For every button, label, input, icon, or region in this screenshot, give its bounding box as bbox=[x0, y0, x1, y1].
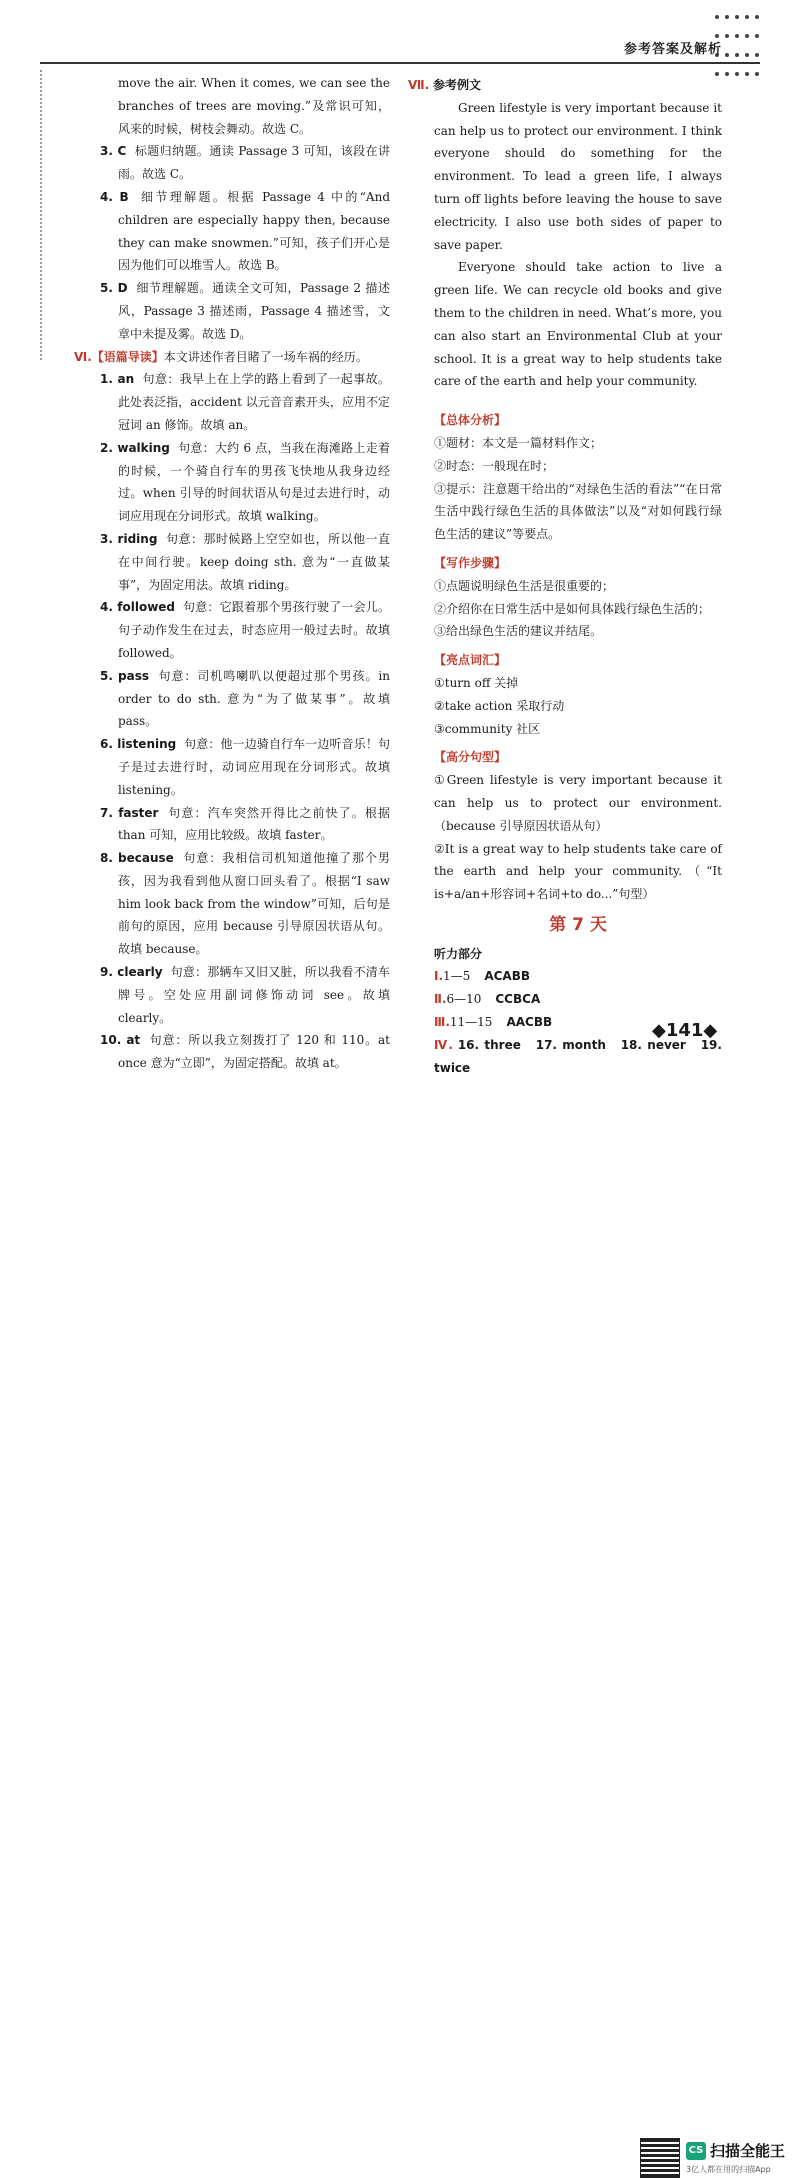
answer-item: 5. D 细节理解题。通读全文可知，Passage 2 描述风，Passage 3 描述雨，Passage 4 描述雪，文章中未提及雾。故选 D。 bbox=[100, 281, 390, 341]
listening-answer-row: Ⅲ.11—15 AACBB bbox=[434, 1015, 553, 1030]
analysis-heading: 【总体分析】 bbox=[434, 413, 507, 428]
answer-item: 4. B 细节理解题。根据 Passage 4 中的“And children are especially happy then, because they can make snowmen.”可知，孩子们开心是因为他们可以堆雪人。故选 B。 bbox=[100, 189, 391, 273]
vocab-line: ②take action 采取行动 bbox=[434, 698, 565, 713]
answer-item: 6. listening 句意：他一边骑自行车一边听音乐！句子是过去进行时，动词应用现在分词形式。故填 listening。 bbox=[100, 737, 390, 797]
scanner-footer bbox=[0, 1062, 800, 2174]
steps-heading: 【写作步骤】 bbox=[434, 555, 507, 570]
answer-item: 9. clearly 句意：那辆车又旧又脏，所以我看不清车牌号。空处应用副词修饰动词 see。故填 clearly。 bbox=[100, 965, 390, 1025]
answer-item: 3. riding 句意：那时候路上空空如也，所以他一直在中间行驶。keep doing sth. 意为“一直做某事”，为固定用法。故填 riding。 bbox=[100, 531, 390, 592]
qr-code-icon bbox=[640, 2138, 680, 2178]
answer-item: 4. followed 句意：它跟着那个男孩行驶了一会儿。句子动作发生在过去，时态应用一般过去时。故填 followed。 bbox=[100, 600, 390, 660]
sentence-line: ①Green lifestyle is very important because it can help us to protect our environment.（because 引导原因状语从句） bbox=[434, 773, 722, 833]
day-title: 第 7 天 bbox=[549, 914, 607, 935]
brand-name: 扫描全能王 bbox=[710, 2142, 786, 2160]
answer-item: 10. at 句意：所以我立刻拨打了 120 和 110。at once 意为“立即”，为固定搭配。故填 at。 bbox=[100, 1033, 390, 1071]
listening-answer-row: Ⅱ.6—10 CCBCA bbox=[434, 992, 541, 1007]
essay-paragraph: Everyone should take action to live a green life. We can recycle old books and give them to the children in need. What’s more, you can also start an Environmental Club at your school. It is a great way to help students take care of the earth and help your community. bbox=[434, 260, 722, 389]
left-column bbox=[74, 72, 391, 1075]
steps-line: ②介绍你在日常生活中是如何具体践行绿色生活的； bbox=[434, 601, 711, 616]
analysis-line: ②时态：一般现在时； bbox=[434, 458, 555, 473]
answer-item: 8. because 句意：我相信司机知道他撞了那个男孩，因为我看到他从窗口回头看了。根据“I saw him look back from the window”可知，后句是前句的原因，应用 because 引导原因状语从句。故填 because。 bbox=[100, 851, 390, 957]
steps-line: ③给出绿色生活的建议并结尾。 bbox=[434, 624, 603, 639]
steps-line: ①点题说明绿色生活是很重要的； bbox=[434, 578, 615, 593]
section-heading: Ⅶ. 参考例文 bbox=[408, 78, 482, 92]
answer-item: 1. an 句意：我早上在上学的路上看到了一起事故。此处表泛指，accident 以元音音素开头，应用不定冠词 an 修饰。故填 an。 bbox=[100, 372, 390, 432]
answer-item: 2. walking 句意：大约 6 点，当我在海滩路上走着的时候，一个骑自行车的男孩飞快地从我身边经过。when 引导的时间状语从句是过去进行时，动词应用现在分词形式。故填 walking。 bbox=[100, 440, 391, 524]
vocab-line: ①turn off 关掉 bbox=[434, 675, 519, 690]
vocab-line: ③community 社区 bbox=[434, 721, 541, 736]
listening-answer-row: Ⅰ.1—5 ACABB bbox=[434, 969, 530, 984]
analysis-line: ①题材：本文是一篇材料作文； bbox=[434, 435, 603, 450]
sentence-line: ②It is a great way to help students take care of the earth and help your community.（“It is+a/an+形容词+名词+to do...”句型） bbox=[434, 841, 722, 902]
analysis-line: ③提示：注意题干给出的“对绿色生活的看法”“在日常生活中践行绿色生活的具体做法”以及“对如何践行绿色生活的建议”等要点。 bbox=[434, 481, 722, 542]
camscanner-logo-icon: CS bbox=[686, 2142, 706, 2160]
answer-item: move the air. When it comes, we can see the branches of trees are moving.”及常识可知，风来的时候，树枝会舞动。故选 C。 bbox=[118, 76, 390, 136]
answer-item: 5. pass 句意：司机鸣喇叭以便超过那个男孩。in order to do sth. 意为“为了做某事”。故填 pass。 bbox=[100, 668, 390, 729]
listening-answer-row: Ⅳ. 16. three 17. month 18. never 19. twice bbox=[434, 1037, 722, 1075]
header-title: 参考答案及解析 bbox=[623, 42, 722, 57]
page-number: ◆141◆ bbox=[652, 1020, 718, 1041]
section-heading: Ⅵ.【语篇导读】本文讲述作者目睹了一场车祸的经历。 bbox=[74, 349, 368, 364]
vocab-heading: 【亮点词汇】 bbox=[434, 653, 507, 668]
binding-line bbox=[40, 70, 42, 360]
answer-item: 7. faster 句意：汽车突然开得比之前快了。根据 than 可知，应用比较级。故填 faster。 bbox=[100, 805, 390, 843]
sentence-heading: 【高分句型】 bbox=[434, 750, 507, 765]
brand-tagline: 3亿人都在用的扫描App bbox=[686, 2165, 771, 2174]
listening-heading: 听力部分 bbox=[434, 946, 483, 961]
header-divider bbox=[40, 62, 760, 64]
right-column bbox=[408, 78, 722, 1079]
answer-item: 3. C 标题归纳题。通读 Passage 3 可知，该段在讲雨。故选 C。 bbox=[100, 144, 390, 182]
essay-paragraph: Green lifestyle is very important because it can help us to protect our environment. I think everyone should do something for the environment. To lead a green life, I always turn off lights before leaving the house to save electricity. I also use both sides of paper to save paper. bbox=[434, 100, 722, 252]
